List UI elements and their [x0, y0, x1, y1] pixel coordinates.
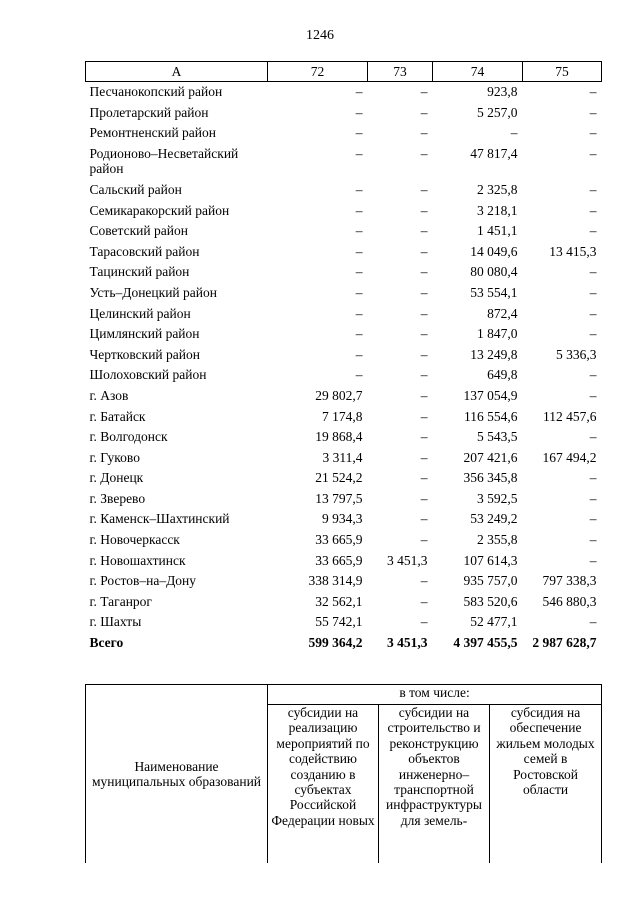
cell-value: 167 494,2 — [542, 449, 597, 465]
cell-value: – — [420, 593, 428, 609]
table-row — [86, 221, 602, 242]
cell-value: 3 451,3 — [387, 635, 428, 651]
cell-value: 29 802,7 — [315, 387, 363, 403]
cell-value: – — [355, 181, 363, 197]
cell-value: – — [420, 264, 428, 280]
cell-value: – — [420, 387, 428, 403]
cell-value: – — [589, 511, 597, 527]
cell-value: 5 543,5 — [477, 429, 518, 445]
cell-value: – — [589, 326, 597, 342]
cell-value: – — [589, 387, 597, 403]
cell-value: – — [589, 284, 597, 300]
row-label: г. Зверево — [89, 490, 146, 506]
cell-value: – — [589, 552, 597, 568]
row-label: Сальский район — [89, 181, 182, 197]
cell-value: 935 757,0 — [463, 573, 518, 589]
cell-value: 3 311,4 — [322, 449, 363, 465]
cell-value: – — [589, 470, 597, 486]
cell-value: 2 987 628,7 — [532, 635, 597, 651]
table-row — [86, 262, 602, 283]
cell-value: 546 880,3 — [542, 593, 597, 609]
subheader-young-families: субсидия на обеспечение жильем молодых семей в Ростовской области — [490, 705, 602, 864]
table-row — [86, 201, 602, 222]
cell-value: – — [420, 84, 428, 99]
cell-value: – — [420, 305, 428, 321]
cell-value: – — [589, 181, 597, 197]
cell-value: 3 218,1 — [477, 202, 518, 218]
cell-value: 583 520,6 — [463, 593, 518, 609]
row-label: Целинский район — [89, 305, 191, 321]
cell-value: 338 314,9 — [308, 573, 363, 589]
cell-value: – — [355, 367, 363, 383]
cell-value: – — [420, 449, 428, 465]
cell-value: – — [355, 264, 363, 280]
cell-value: – — [589, 104, 597, 120]
cell-value: – — [355, 84, 363, 99]
table-row — [86, 144, 602, 180]
cell-value: – — [589, 202, 597, 218]
row-label: Советский район — [89, 223, 188, 239]
cell-value: – — [420, 470, 428, 486]
row-label: Тарасовский район — [89, 243, 200, 259]
cell-value: 13 415,3 — [549, 243, 597, 259]
cell-value: – — [420, 367, 428, 383]
cell-value: – — [355, 125, 363, 141]
table-row — [86, 427, 602, 448]
cell-value: – — [420, 490, 428, 506]
row-label: г. Волгодонск — [89, 429, 168, 445]
cell-value: 47 817,4 — [470, 145, 518, 161]
cell-value: 112 457,6 — [543, 408, 597, 424]
cell-value: – — [589, 429, 597, 445]
cell-value: – — [355, 346, 363, 362]
table-row — [86, 509, 602, 530]
table-row — [86, 612, 602, 633]
row-label: Шолоховский район — [89, 367, 207, 383]
municipality-column-header: Наименование муниципальных образований — [86, 685, 268, 864]
table-row — [86, 324, 602, 345]
row-label: Чертковский район — [89, 346, 200, 362]
subheader-infrastructure: субсидии на строительство и реконструкцию объектов инженерно–транспортной инфраструктуры для земель- — [379, 705, 490, 864]
cell-value: 7 174,8 — [322, 408, 363, 424]
cell-value: 872,4 — [487, 305, 518, 321]
table-row — [86, 592, 602, 613]
cell-value: – — [420, 145, 428, 161]
row-label: г. Шахты — [89, 614, 142, 630]
cell-value: – — [510, 125, 518, 141]
cell-value: – — [420, 532, 428, 548]
cell-value: – — [589, 490, 597, 506]
cell-value: 19 868,4 — [315, 429, 363, 445]
row-label: г. Гуково — [89, 449, 140, 465]
cell-value: – — [420, 125, 428, 141]
table-row — [86, 304, 602, 325]
cell-value: 923,8 — [487, 84, 518, 99]
cell-value: 55 742,1 — [315, 614, 363, 630]
row-label: г. Таганрог — [89, 593, 152, 609]
table-row — [86, 103, 602, 124]
cell-value: – — [589, 532, 597, 548]
cell-value: – — [420, 573, 428, 589]
cell-value: 21 524,2 — [315, 470, 363, 486]
row-label: г. Донецк — [89, 470, 144, 486]
cell-value: 116 554,6 — [464, 408, 518, 424]
cell-value: – — [420, 346, 428, 362]
cell-value: 356 345,8 — [463, 470, 518, 486]
cell-value: – — [355, 243, 363, 259]
header-row — [86, 62, 602, 82]
cell-value: – — [420, 408, 428, 424]
cell-value: – — [589, 264, 597, 280]
cell-value: – — [589, 84, 597, 99]
cell-value: 14 049,6 — [470, 243, 518, 259]
row-label: Ремонтненский район — [89, 125, 216, 141]
cell-value: – — [589, 223, 597, 239]
table-row — [86, 365, 602, 386]
table-row — [86, 82, 602, 103]
row-label: Семикаракорский район — [89, 202, 230, 218]
row-label: Пролетарский район — [89, 104, 209, 120]
cell-value: – — [589, 305, 597, 321]
table-row — [86, 242, 602, 263]
cell-value: 599 364,2 — [308, 635, 363, 651]
row-label: Песчанокопский район — [89, 84, 223, 99]
column-header: 75 — [523, 62, 602, 82]
cell-value: – — [355, 145, 363, 161]
cell-value: 2 325,8 — [477, 181, 518, 197]
cell-value: 137 054,9 — [463, 387, 518, 403]
cell-value: 4 397 455,5 — [453, 635, 518, 651]
row-label: Родионово–Несветайский район — [89, 145, 239, 177]
column-header: 72 — [268, 62, 368, 82]
cell-value: – — [355, 223, 363, 239]
cell-value: – — [420, 181, 428, 197]
row-label: г. Батайск — [89, 408, 146, 424]
row-label: Тацинский район — [89, 264, 190, 280]
cell-value: 9 934,3 — [322, 511, 363, 527]
row-label: Цимлянский район — [89, 326, 200, 342]
cell-value: 107 614,3 — [463, 552, 518, 568]
table-row — [86, 180, 602, 201]
continuation-table-header — [85, 684, 602, 863]
cell-value: – — [420, 429, 428, 445]
cell-value: – — [355, 305, 363, 321]
cell-value: – — [420, 104, 428, 120]
row-label: г. Новочеркасск — [89, 532, 180, 548]
subsidy-table — [85, 61, 602, 654]
row-label: Всего — [89, 635, 124, 651]
cell-value: – — [420, 511, 428, 527]
table-row — [86, 407, 602, 428]
row-label: г. Новошахтинск — [89, 552, 186, 568]
cell-value: 13 797,5 — [315, 490, 363, 506]
cell-value: – — [420, 284, 428, 300]
cell-value: 207 421,6 — [463, 449, 518, 465]
column-header: 74 — [433, 62, 523, 82]
cell-value: 80 080,4 — [470, 264, 518, 280]
cell-value: 1 451,1 — [477, 223, 518, 239]
row-label: Усть–Донецкий район — [89, 284, 217, 300]
cell-value: – — [589, 125, 597, 141]
subheader-subsidies-new: субсидии на реализацию мероприятий по содействию созданию в субъектах Российской Федерации новых — [268, 705, 379, 864]
cell-value: 1 847,0 — [477, 326, 518, 342]
cell-value: – — [420, 243, 428, 259]
cell-value: – — [420, 326, 428, 342]
cell-value: – — [355, 104, 363, 120]
column-header: А — [86, 62, 268, 82]
cell-value: – — [420, 202, 428, 218]
cell-value: 2 355,8 — [477, 532, 518, 548]
table-row — [86, 551, 602, 572]
cell-value: – — [355, 326, 363, 342]
table-row — [86, 468, 602, 489]
row-label: г. Каменск–Шахтинский — [89, 511, 230, 527]
row-label: г. Азов — [89, 387, 129, 403]
cell-value: 5 257,0 — [477, 104, 518, 120]
cell-value: 5 336,3 — [556, 346, 597, 362]
cell-value: 32 562,1 — [315, 593, 363, 609]
cell-value: – — [589, 614, 597, 630]
cell-value: 3 592,5 — [477, 490, 518, 506]
cell-value: 797 338,3 — [542, 573, 597, 589]
table-row — [86, 489, 602, 510]
cell-value: – — [589, 367, 597, 383]
cell-value: 13 249,8 — [470, 346, 518, 362]
table-row — [86, 123, 602, 144]
table-row — [86, 530, 602, 551]
cell-value: 3 451,3 — [387, 552, 428, 568]
table-row — [86, 571, 602, 592]
cell-value: – — [589, 145, 597, 161]
row-label: г. Ростов–на–Дону — [89, 573, 197, 589]
table-row — [86, 448, 602, 469]
cell-value: 52 477,1 — [470, 614, 518, 630]
cell-value: – — [420, 223, 428, 239]
cell-value: 53 554,1 — [470, 284, 518, 300]
cell-value: – — [355, 202, 363, 218]
column-header: 73 — [368, 62, 433, 82]
page-number: 1246 — [306, 28, 334, 43]
cell-value: – — [420, 614, 428, 630]
cell-value: – — [355, 284, 363, 300]
total-row — [86, 633, 602, 654]
cell-value: 33 665,9 — [315, 552, 363, 568]
group-header: в том числе: — [268, 685, 602, 705]
table-row — [86, 345, 602, 366]
table-row — [86, 386, 602, 407]
table-row — [86, 283, 602, 304]
cell-value: 649,8 — [487, 367, 518, 383]
cell-value: 53 249,2 — [470, 511, 518, 527]
cell-value: 33 665,9 — [315, 532, 363, 548]
